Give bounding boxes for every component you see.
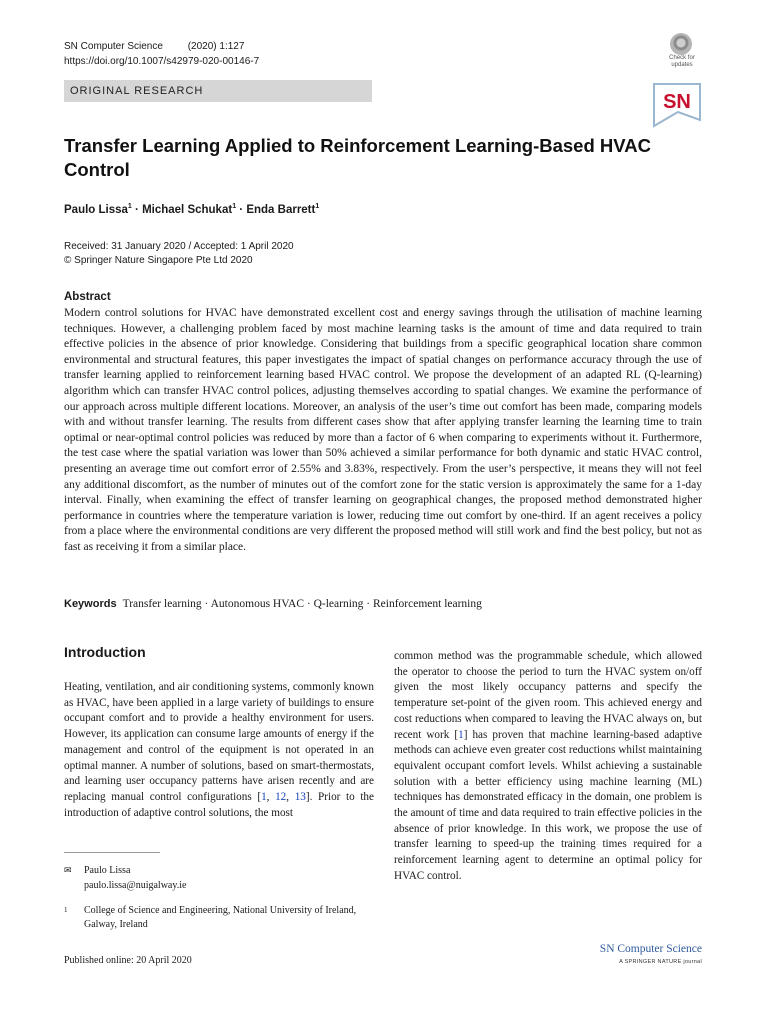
- abstract-heading: Abstract: [64, 291, 111, 303]
- doi-link[interactable]: https://doi.org/10.1007/s42979-020-00146-7: [64, 56, 260, 67]
- citation-link[interactable]: 1: [261, 790, 267, 803]
- author-name[interactable]: Michael Schukat: [142, 203, 233, 216]
- journal-line: [64, 41, 244, 52]
- contact-name: Paulo Lissa: [84, 865, 131, 876]
- envelope-icon: ✉: [64, 866, 72, 876]
- affiliation-number: 1: [64, 906, 68, 914]
- author-affiliation: 1: [232, 203, 237, 210]
- corresponding-author: [64, 864, 186, 892]
- check-for-updates-label: Check for updates: [669, 55, 695, 68]
- abstract-text: Modern control solutions for HVAC have demonstrated excellent cost and energy savings through the utilisation of machine learning techniques. However, a challenging problem faced by most machine learning tasks is the amount of time and data required to train effective policies in the absence of prior knowledge. Considering that buildings from a specific geographical location share common environmental and structural features, this paper investigates the impact of spatial changes on performance accuracy through the use of transfer learning applied to reinforcement learning based HVAC control. We propose the development of an adapted RL (Q-learning) algorithm which can transfer HVAC control polices, adjusting themselves according to spatial changes. We examine the performance of our approach across multiple different locations. Moreover, an analysis of the user’s time out comfort has been made, comparing models with and without transfer learning. The results from different cases show that after applying transfer learning the learning time to train optimal or near-optimal control policies was reduced by more than a factor of 6 when comparing to experiments without it. Furthermore, the test case where the spatial variation was lower than 50% achieved a similar performance for both dynamic and static HVAC control, presenting an average time out comfort error of 2.55% and 3.83%, respectively. From the user’s perspective, it means they will not feel any additional discomfort, as the number of minutes out of the comfort zone for the static version is approximately the same for a 1-day interval. Finally, when examining the effect of transfer learning on geographical changes, the proposed method demonstrated higher performance in countries where the temperature variation is lower, reducing time out comfort by one-third. If an agent receives a policy from a place where the environmental conditions are very different the proposed method will still work and find the best policy, but not as fast as receiving it from a similar place.: [64, 307, 702, 553]
- section-label: ORIGINAL RESEARCH: [64, 80, 372, 102]
- citation-link[interactable]: 13: [294, 790, 306, 803]
- footnote-divider: [64, 852, 160, 853]
- affiliation-text: College of Science and Engineering, National University of Ireland, Galway, Ireland: [84, 905, 357, 930]
- author-list: [64, 203, 319, 216]
- author-affiliation: 1: [127, 203, 132, 210]
- journal-volume: (2020) 1:127: [187, 41, 245, 52]
- journal-name: SN Computer Science: [64, 41, 163, 52]
- check-for-updates-icon[interactable]: [663, 33, 701, 71]
- intro-right-column: [394, 649, 702, 885]
- intro-text: common method was the programmable schedule, which allowed the operator to choose the period to turn the HVAC system on/off given the most likely occupancy patterns and specify the temperature set-point of the given room. This achieved energy and cost reductions when compared to leaving the HVAC always on, but recent work [: [394, 650, 702, 741]
- intro-text: ] has proven that machine learning-based adaptive methods can achieve even greater cost reductions whilst maintaining equivalent occupant comfort levels. Whilst achieving a sustainable solution with a better efficiency using machine learning (ML) techniques has demonstrated efficacy in the domain, one problem is the amount of time and data required to train effective policies in the absence of prior knowledge. In this work, we propose the use of transfer learning to speed-up the training times required for a reinforcement learning agent to determine an optimal policy for HVAC control.: [394, 728, 703, 882]
- copyright: © Springer Nature Singapore Pte Ltd 2020: [64, 255, 253, 266]
- intro-text: ]. Prior to the introduction of adaptive control solutions, the most: [64, 790, 374, 819]
- introduction-heading: Introduction: [64, 644, 146, 660]
- citation-link[interactable]: 12: [275, 790, 287, 803]
- sn-logo-icon: [650, 82, 704, 130]
- author-separator: ·: [131, 203, 143, 216]
- author-name[interactable]: Paulo Lissa: [64, 203, 128, 216]
- check-for-updates-circle: [670, 33, 692, 55]
- published-date: Published online: 20 April 2020: [64, 955, 192, 966]
- intro-text: Heating, ventilation, and air conditioning systems, commonly known as HVAC, have been applied in a large variety of buildings to ensure occupant comfort and to provide a healthy environment for users. However, its application can consume large amounts of energy if the management and control of the equipment is not operated in an optimal manner. A number of solutions, based on smart-thermostats, and learning user occupancy patterns have arisen recently and are replacing manual control configurations [: [64, 681, 374, 803]
- contact-email[interactable]: paulo.lissa@nuigalway.ie: [84, 879, 187, 891]
- author-affiliation: 1: [315, 203, 320, 210]
- keywords-text: Transfer learning · Autonomous HVAC · Q-learning · Reinforcement learning: [122, 598, 482, 610]
- sn-logo-text: SN: [663, 91, 691, 113]
- paper-title: Transfer Learning Applied to Reinforcement Learning-Based HVAC Control: [64, 135, 651, 180]
- author-separator: ·: [236, 203, 247, 216]
- footer-publisher: A SPRINGER NATURE journal: [619, 959, 702, 965]
- received-accepted: Received: 31 January 2020 / Accepted: 1 April 2020: [64, 241, 294, 252]
- affiliation-footnote: [64, 904, 364, 931]
- intro-left-column: Heating, ventilation, and air conditioning systems, commonly known as HVAC, have been applied in a large variety of buildings to ensure occupant comfort and to provide a healthy environment for users. However, its application can consume large amounts of energy if the management and control of the equipment is not operated in an optimal manner. A number of solutions, based on smart-thermostats, and learning user occupancy patterns have arisen recently and are replacing manual control configurations [1, 12, 13]. Prior to the introduction of adaptive control solutions, the most: [64, 681, 374, 819]
- keywords-label: Keywords: [64, 598, 117, 610]
- author-name[interactable]: Enda Barrett: [246, 203, 316, 216]
- article-dates: [64, 240, 294, 268]
- footer-journal: SN Computer Science: [599, 943, 702, 955]
- keywords: [64, 598, 482, 610]
- citation-link[interactable]: 1: [458, 728, 464, 741]
